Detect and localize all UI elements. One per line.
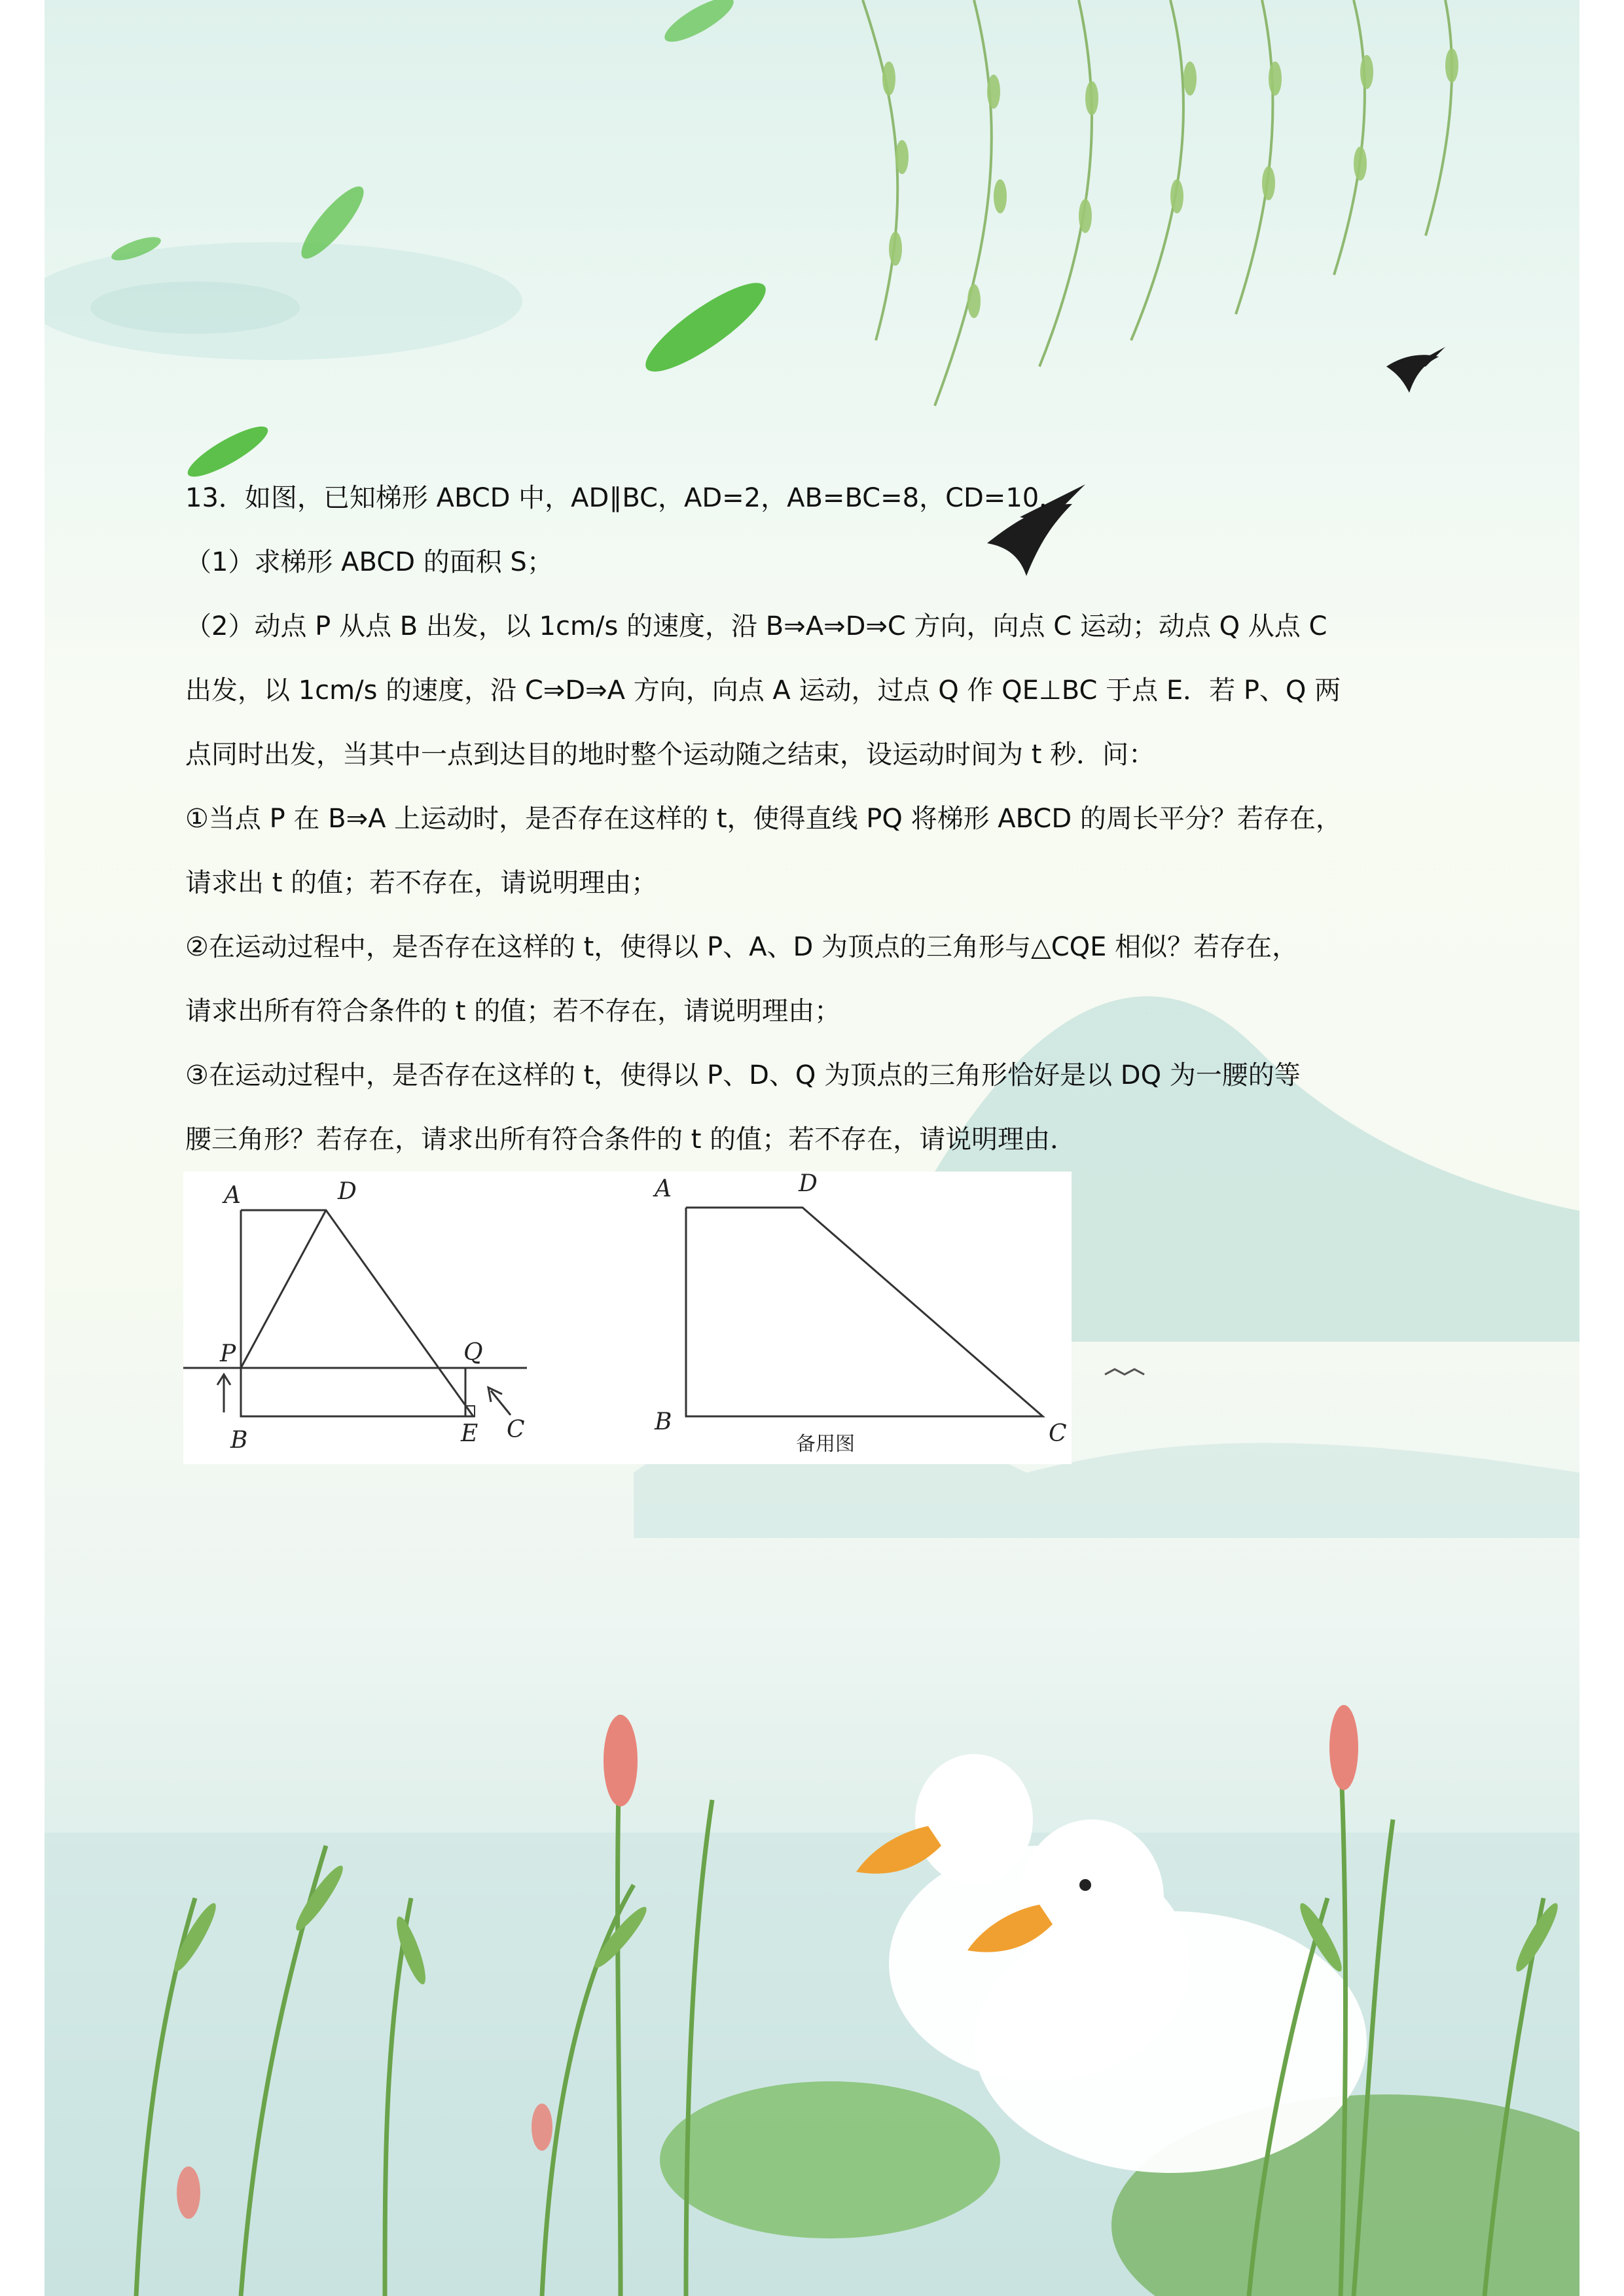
figure-1 (183, 1210, 527, 1416)
figure2-label-B: B (655, 1408, 672, 1435)
geometry-diagram (183, 1172, 1072, 1464)
problem-line-3: （2）动点 P 从点 B 出发，以 1cm/s 的速度，沿 B⇒A⇒D⇒C 方向，向点 C 运动；动点 Q 从点 C (185, 611, 1327, 641)
figure-2 (686, 1208, 1043, 1416)
page-background (45, 0, 1579, 2296)
leaf-icons (109, 0, 776, 485)
figure1-label-C: C (507, 1416, 525, 1443)
figure1-label-A: A (224, 1182, 241, 1209)
problem-line-9: 请求出所有符合条件的 t 的值；若不存在，请说明理由； (185, 996, 841, 1026)
figure2-label-C: C (1049, 1420, 1067, 1447)
figure1-label-B: B (230, 1427, 248, 1454)
problem-line-1: 13．如图，已知梯形 ABCD 中，AD∥BC，AD=2，AB=BC=8，CD=10． (185, 483, 1066, 513)
figure1-line-PD (241, 1210, 326, 1368)
geometry-figures (183, 1172, 1072, 1464)
problem-line-8: ②在运动过程中，是否存在这样的 t，使得以 P、A、D 为顶点的三角形与△CQE 相似？若存在， (185, 932, 1299, 962)
problem-line-5: 点同时出发，当其中一点到达目的地时整个运动随之结束，设运动时间为 t 秒．问： (185, 740, 1155, 770)
figure2-caption: 备用图 (796, 1433, 855, 1456)
figure1-label-P: P (220, 1340, 236, 1367)
problem-line-2: （1）求梯形 ABCD 的面积 S； (185, 547, 553, 577)
figure1-label-D: D (338, 1178, 357, 1205)
figure1-label-Q: Q (463, 1339, 483, 1366)
lily-pad (660, 2081, 1000, 2238)
problem-line-11: 腰三角形？若存在，请求出所有符合条件的 t 的值；若不存在，请说明理由． (185, 1124, 1077, 1155)
problem-line-10: ③在运动过程中，是否存在这样的 t，使得以 P、D、Q 为顶点的三角形恰好是以 DQ 为一腰的等 (185, 1060, 1301, 1090)
problem-line-4: 出发，以 1cm/s 的速度，沿 C⇒D⇒A 方向，向点 A 运动，过点 Q 作 QE⊥BC 于点 E．若 P、Q 两 (185, 675, 1341, 706)
bird-icon (1105, 1369, 1144, 1374)
problem-line-6: ①当点 P 在 B⇒A 上运动时，是否存在这样的 t，使得直线 PQ 将梯形 ABCD 的周长平分？若存在， (185, 804, 1342, 834)
figure1-trapezoid (241, 1210, 473, 1416)
figure2-label-D: D (799, 1172, 818, 1197)
figure2-label-A: A (655, 1175, 672, 1202)
figure1-label-E: E (461, 1420, 478, 1447)
figure2-trapezoid (686, 1208, 1043, 1416)
willow-leaves (882, 48, 1458, 318)
problem-line-7: 请求出 t 的值；若不存在，请说明理由； (185, 868, 658, 898)
problem-text (185, 466, 1534, 1172)
